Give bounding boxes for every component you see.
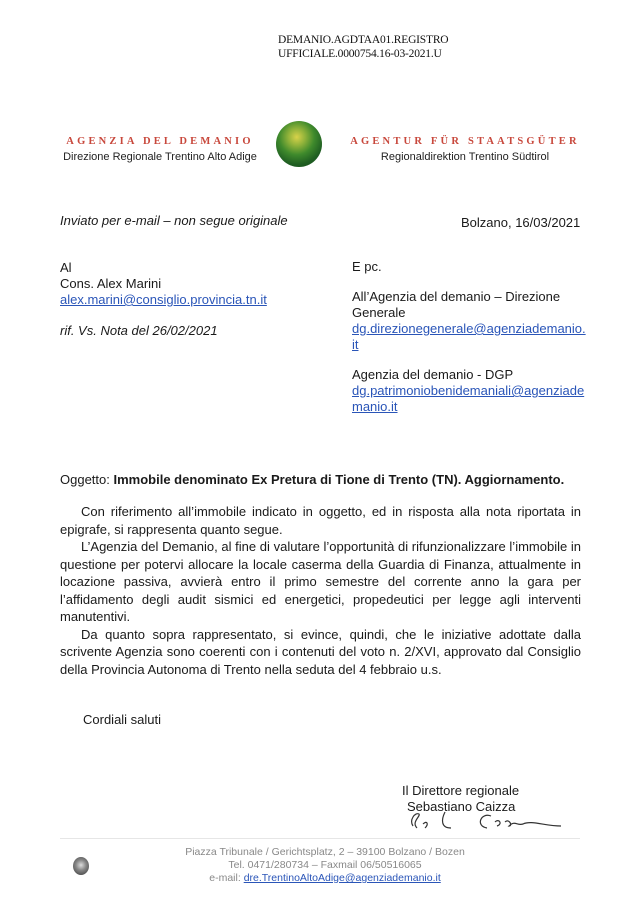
subject-text: Immobile denominato Ex Pretura di Tione di Trento (TN). Aggiornamento. (113, 472, 565, 487)
recipient-prefix: Al (60, 260, 72, 275)
cc-entry-email-link-cont[interactable]: manio.it (352, 399, 398, 414)
protocol-line-2: UFFICIALE.0000754.16-03-2021.U (278, 48, 442, 60)
cc-block (352, 259, 592, 415)
protocol-line-1: DEMANIO.AGDTAA01.REGISTRO (278, 34, 449, 46)
recipient-email-link[interactable]: alex.marini@consiglio.provincia.tn.it (60, 292, 267, 307)
cc-entry (352, 367, 592, 415)
cc-entry-email-link[interactable]: dg.patrimoniobenidemaniali@agenziade (352, 383, 585, 398)
letter-body (60, 503, 581, 678)
republic-emblem-icon (73, 857, 89, 875)
body-paragraph: Con riferimento all’immobile indicato in oggetto, ed in risposta alla nota riportata in epigrafe, si rappresenta quanto segue. (60, 504, 581, 537)
subject-label: Oggetto: (60, 472, 110, 487)
footer (170, 846, 480, 885)
body-paragraph: L’Agenzia del Demanio, al fine di valutare l’opportunità di rifunzionalizzare l’immobile in questione per potervi allocare la locale caserma della Guardia di Finanza, attualmente in locazione passiva, avvierà entro il primo semestre del corrente anno la gara per l’affidamento degli audit sismici ed energetici, propedeutici per legge agli interventi manutentivi. (60, 539, 581, 624)
regional-direction-it: Direzione Regionale Trentino Alto Adige (63, 151, 257, 163)
agency-name-de: AGENTUR FÜR STAATSGÜTER (350, 136, 580, 147)
agency-name-it: AGENZIA DEL DEMANIO (66, 136, 254, 147)
cc-label: E pc. (352, 259, 382, 274)
cc-entry-email-link-cont[interactable]: it (352, 337, 359, 352)
protocol-stamp (278, 33, 448, 61)
footer-email-link[interactable]: dre.TrentinoAltoAdige@agenziademanio.it (243, 872, 441, 884)
cc-entry-email-link[interactable]: dg.direzionegenerale@agenziademanio. (352, 321, 586, 336)
signatory-name: Sebastiano Caizza (407, 799, 516, 814)
cc-entry-name: Agenzia del demanio - DGP (352, 367, 514, 382)
letterhead-german (345, 136, 585, 163)
signatory-role: Il Direttore regionale (402, 783, 520, 798)
subject-line (60, 472, 590, 488)
letterhead-italian (60, 136, 260, 163)
recipient-name: Cons. Alex Marini (60, 276, 162, 291)
footer-email-label: e-mail: (209, 872, 241, 884)
sent-by-email-note: Inviato per e-mail – non segue originale (60, 213, 288, 228)
place-date: Bolzano, 16/03/2021 (461, 215, 581, 230)
footer-address: Piazza Tribunale / Gerichtsplatz, 2 – 39100 Bolzano / Bozen (185, 846, 465, 858)
footer-divider (60, 838, 580, 839)
reference-note: rif. Vs. Nota del 26/02/2021 (60, 323, 218, 338)
cc-entry (352, 289, 592, 353)
regional-direction-de: Regionaldirektion Trentino Südtirol (380, 151, 550, 163)
footer-phone: Tel. 0471/280734 – Faxmail 06/50516065 (228, 859, 422, 871)
recipient-block (60, 260, 267, 308)
handwritten-signature (405, 806, 565, 834)
closing-salutation: Cordiali saluti (83, 712, 162, 727)
cc-entry-name-cont: Generale (352, 305, 406, 320)
cc-entry-name: All’Agenzia del demanio – Direzione (352, 289, 561, 304)
body-paragraph: Da quanto sopra rappresentato, si evince, quindi, che le iniziative adottate dalla scrivente Agenzia sono coerenti con i contenuti del voto n. 2/XVI, approvato dal Consiglio della Provincia Autonoma di Trento nella seduta del 4 febbraio u.s. (60, 626, 581, 677)
agency-logo-icon (276, 121, 322, 167)
